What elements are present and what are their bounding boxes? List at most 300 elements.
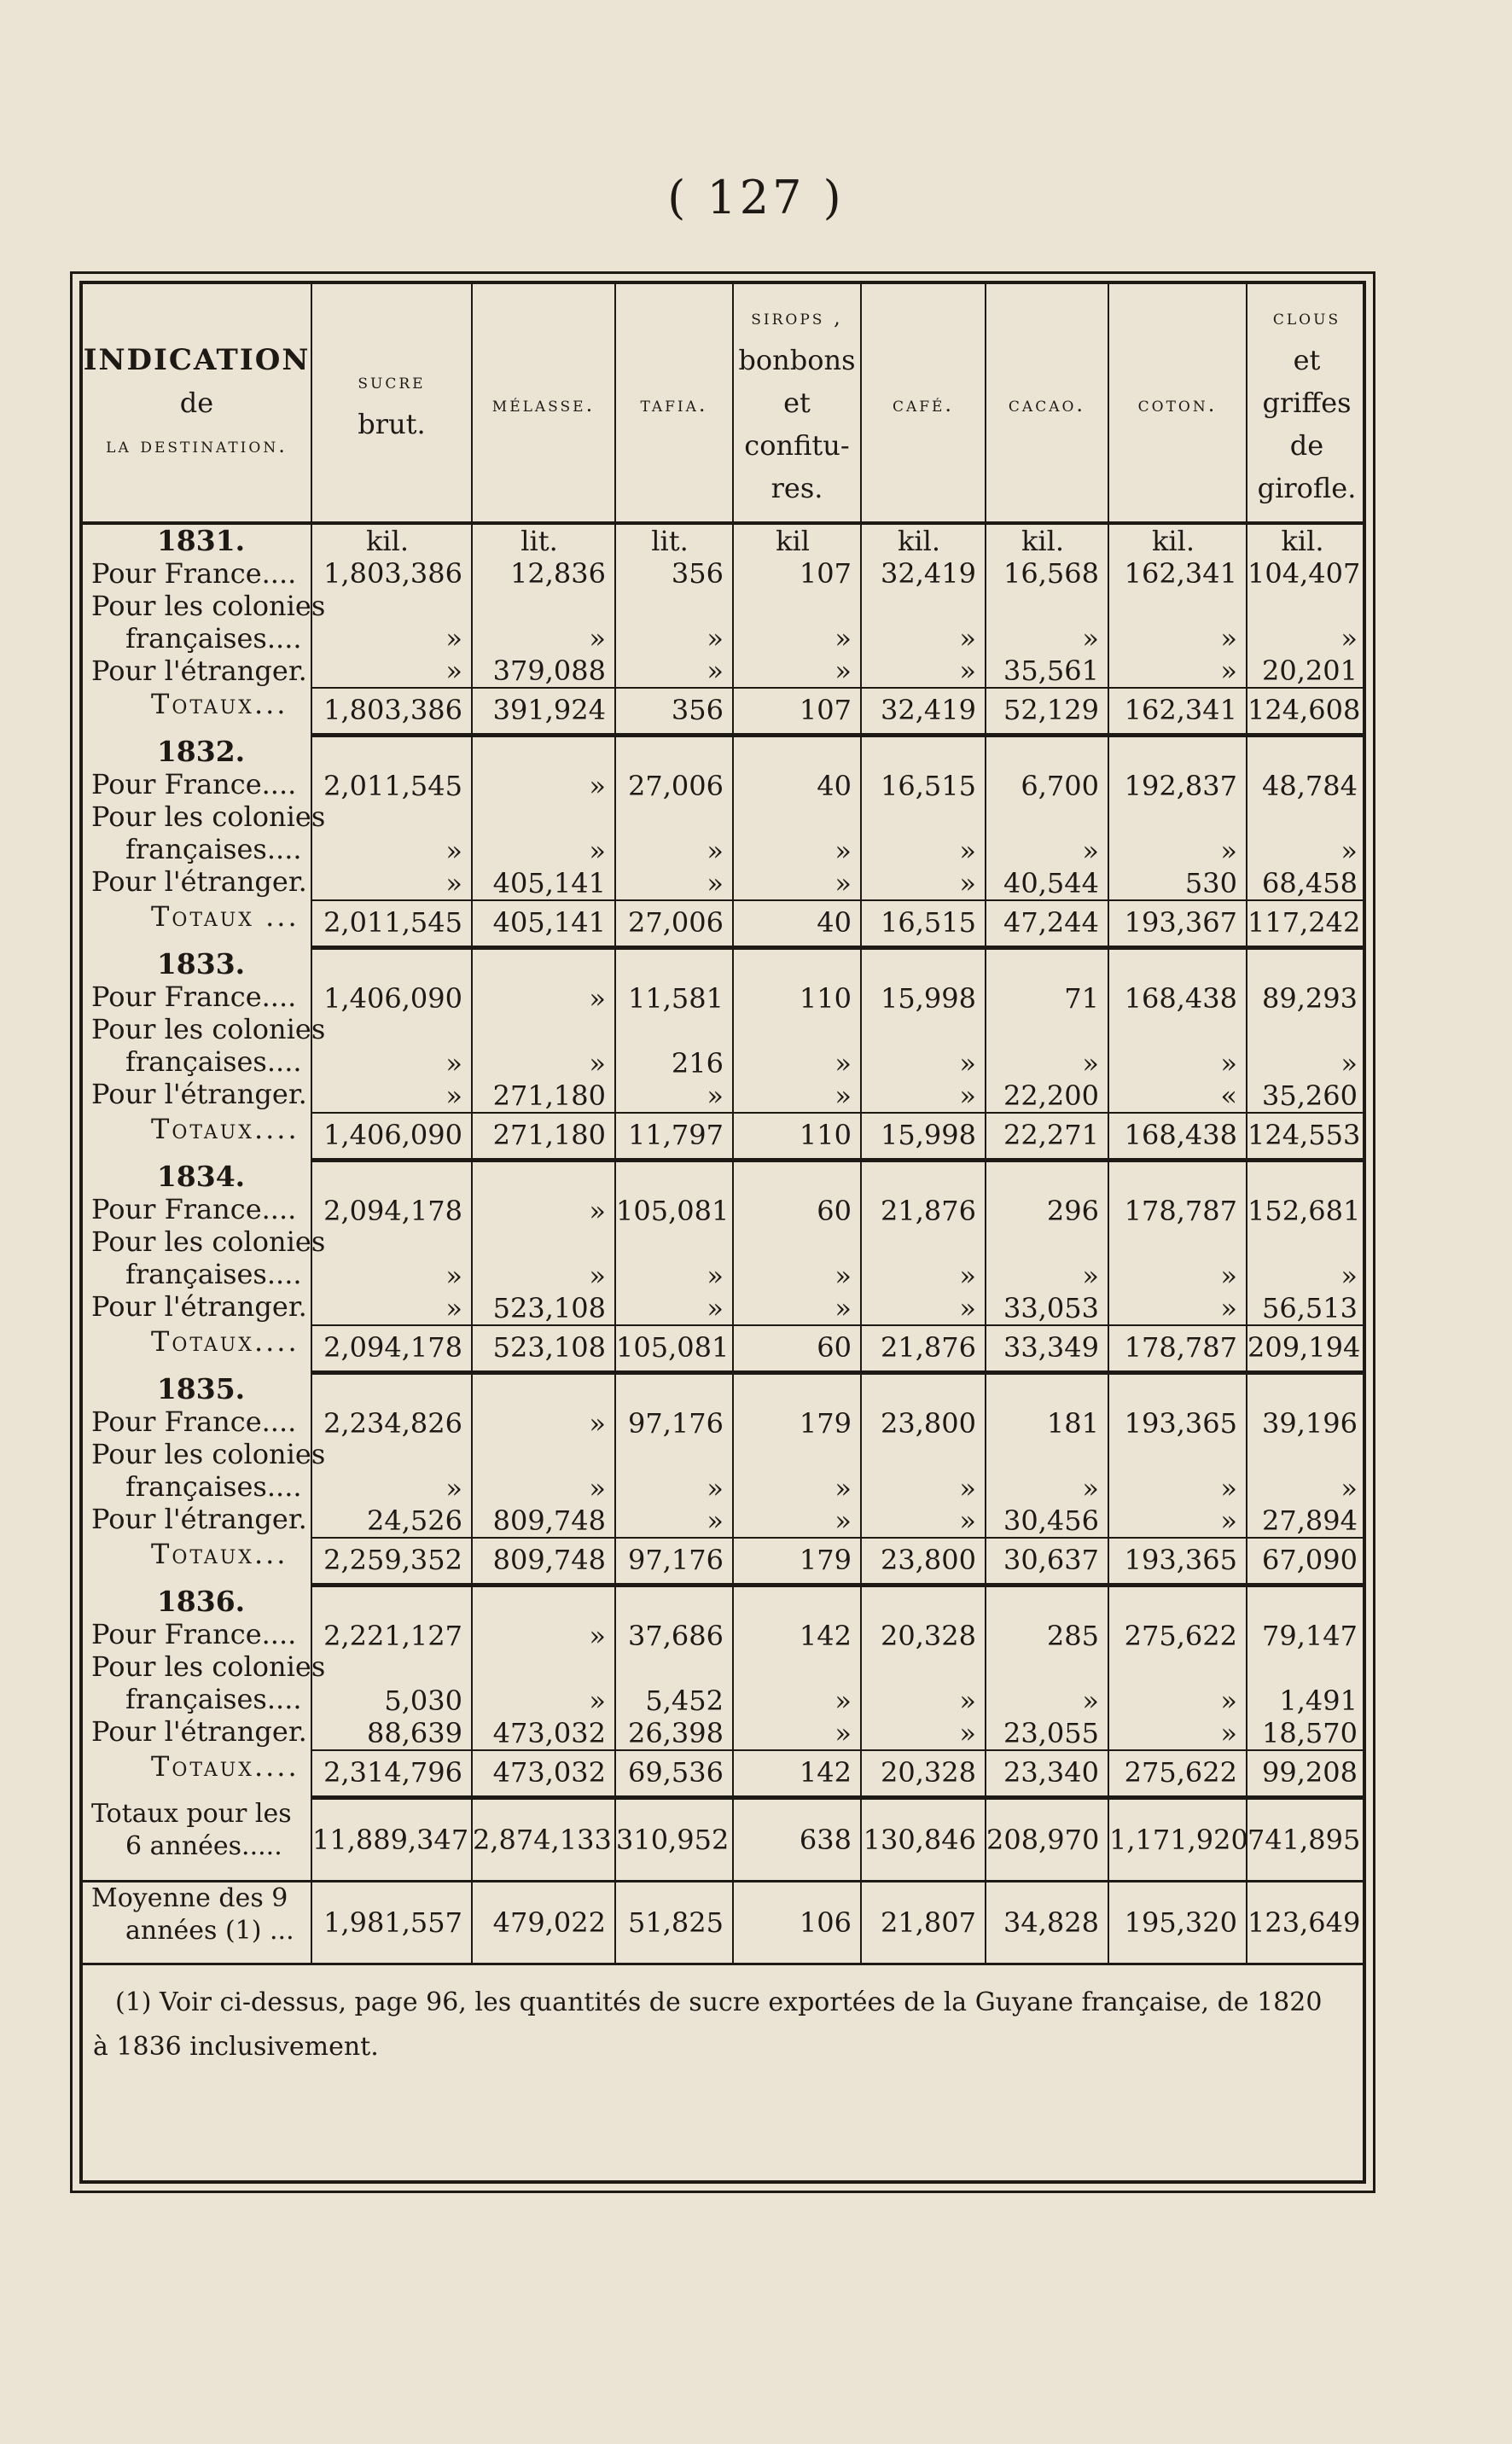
- value-etranger: «: [1220, 1079, 1237, 1112]
- spacer: [734, 802, 852, 835]
- total-cell: 473,032: [472, 1750, 615, 1798]
- average-cell: 106: [733, 1882, 861, 1964]
- spacer: [616, 1440, 724, 1472]
- value-etranger: 27,894: [1262, 1504, 1358, 1537]
- row-label-france: Pour France....: [91, 980, 297, 1013]
- year-label: 1834.: [156, 1159, 246, 1193]
- totals-row: [83, 900, 1366, 948]
- total-cell: 809,748: [472, 1538, 615, 1586]
- unit-label: kil: [776, 525, 810, 557]
- value-colonies: »: [445, 1260, 462, 1292]
- spacer: [616, 590, 724, 622]
- table-frame: [70, 271, 1375, 2193]
- value-colonies: 1,491: [1279, 1685, 1358, 1717]
- value-colonies: »: [1340, 1472, 1358, 1504]
- six-year-total-cell: 638: [733, 1798, 861, 1882]
- total-cell: 124,608: [1247, 688, 1366, 736]
- year-label-cell: [83, 523, 326, 688]
- value-etranger: 88,639: [367, 1717, 462, 1749]
- totals-row: [83, 1750, 1366, 1798]
- spacer: [1247, 802, 1358, 835]
- year-label-cell: [83, 1371, 326, 1539]
- total-cell: 22,271: [986, 1113, 1108, 1161]
- row-label-etranger: Pour l'étranger.: [91, 1502, 307, 1535]
- value-etranger: 271,180: [492, 1079, 606, 1112]
- value-etranger: 405,141: [492, 867, 606, 899]
- value-cell: [311, 948, 472, 1114]
- value-colonies: »: [1340, 1047, 1358, 1079]
- value-france: 181: [1046, 1407, 1099, 1440]
- row-label-france: Pour France....: [91, 1192, 297, 1225]
- value-cell: [986, 1161, 1108, 1326]
- total-cell: 168,438: [1108, 1113, 1247, 1161]
- value-etranger: »: [445, 1292, 462, 1324]
- spacer: [312, 737, 462, 770]
- spacer: [734, 1652, 852, 1685]
- spacer: [986, 1015, 1099, 1047]
- spacer: [616, 802, 724, 835]
- spacer: [862, 1015, 976, 1047]
- value-colonies: »: [445, 1047, 462, 1079]
- value-etranger: 20,201: [1262, 655, 1358, 687]
- value-etranger: 22,200: [1003, 1079, 1099, 1112]
- row-label-colonies-2: françaises....: [125, 832, 302, 865]
- value-france: 6,700: [1021, 770, 1099, 802]
- row-label-colonies-2: françaises....: [125, 1257, 302, 1290]
- spacer: [473, 1227, 606, 1260]
- value-colonies: »: [959, 1047, 976, 1079]
- total-cell: 117,242: [1247, 900, 1366, 948]
- value-france: 39,196: [1262, 1407, 1358, 1440]
- value-cell: [986, 736, 1108, 901]
- value-france: 356: [671, 557, 724, 590]
- spacer: [312, 802, 462, 835]
- row-label-colonies-2: françaises....: [125, 1045, 302, 1078]
- value-etranger: »: [835, 1079, 852, 1112]
- value-etranger: »: [959, 1504, 976, 1537]
- total-cell: 405,141: [472, 900, 615, 948]
- spacer: [862, 802, 976, 835]
- totals-label: Totaux....: [151, 1325, 299, 1358]
- value-france: 168,438: [1124, 982, 1237, 1015]
- value-colonies: »: [959, 1260, 976, 1292]
- average-cell: 479,022: [472, 1882, 615, 1964]
- value-etranger: 40,544: [1003, 867, 1099, 899]
- total-cell: 40: [733, 900, 861, 948]
- total-cell: 67,090: [1247, 1538, 1366, 1586]
- row-label-france: Pour France....: [91, 1617, 297, 1650]
- row-label-colonies: Pour les colonies: [91, 590, 326, 622]
- spacer: [986, 590, 1099, 622]
- spacer: [734, 590, 852, 622]
- export-table: [83, 284, 1366, 2069]
- value-colonies: »: [1082, 1260, 1099, 1292]
- value-etranger: »: [1220, 1717, 1237, 1749]
- totals-label-cell: [83, 900, 311, 948]
- value-colonies: »: [707, 835, 724, 867]
- total-cell: 2,094,178: [311, 1325, 472, 1373]
- value-france: 23,800: [881, 1407, 976, 1440]
- average-label-2: années (1) ...: [125, 1916, 294, 1946]
- value-cell: [1247, 1586, 1366, 1751]
- spacer: [862, 1227, 976, 1260]
- footnote: [83, 1964, 1366, 2070]
- spacer: [312, 1587, 462, 1620]
- total-cell: 97,176: [615, 1538, 733, 1586]
- value-colonies: »: [1220, 622, 1237, 655]
- page-number: ( 127 ): [667, 171, 845, 224]
- totals-row: [83, 1325, 1366, 1373]
- spacer: [986, 802, 1099, 835]
- value-france: 16,568: [1003, 557, 1099, 590]
- totals-label-cell: [83, 1538, 311, 1586]
- total-cell: 99,208: [1247, 1750, 1366, 1798]
- value-colonies: »: [1082, 835, 1099, 867]
- value-cell: [1108, 736, 1247, 901]
- value-colonies: »: [589, 622, 606, 655]
- value-colonies: »: [1220, 1260, 1237, 1292]
- value-france: 178,787: [1124, 1195, 1237, 1227]
- value-france: 107: [799, 557, 852, 590]
- total-cell: 27,006: [615, 900, 733, 948]
- total-cell: 21,876: [861, 1325, 986, 1373]
- value-cell: [733, 1161, 861, 1326]
- spacer: [1247, 737, 1358, 770]
- spacer: [616, 1015, 724, 1047]
- total-cell: 11,797: [615, 1113, 733, 1161]
- value-etranger: »: [1220, 655, 1237, 687]
- value-france: 37,686: [628, 1620, 724, 1652]
- value-france: 15,998: [881, 982, 976, 1015]
- average-label: [83, 1882, 311, 1964]
- value-colonies: 5,452: [645, 1685, 724, 1717]
- spacer: [616, 1652, 724, 1685]
- total-cell: 275,622: [1108, 1750, 1247, 1798]
- spacer: [734, 737, 852, 770]
- total-cell: 193,365: [1108, 1538, 1247, 1586]
- total-cell: 356: [615, 688, 733, 736]
- average-cell: 34,828: [986, 1882, 1108, 1964]
- value-france: 285: [1046, 1620, 1099, 1652]
- header-sucre: sucre brut.: [311, 284, 472, 523]
- spacer: [312, 1440, 462, 1472]
- value-cell: [311, 1586, 472, 1751]
- value-cell: [1247, 1373, 1366, 1539]
- value-colonies: »: [959, 1472, 976, 1504]
- spacer: [312, 1162, 462, 1195]
- value-colonies: »: [1220, 835, 1237, 867]
- value-france: 16,515: [881, 770, 976, 802]
- spacer: [986, 1587, 1099, 1620]
- value-colonies: »: [835, 622, 852, 655]
- value-cell: [615, 948, 733, 1114]
- spacer: [862, 1375, 976, 1407]
- value-cell: [472, 523, 615, 688]
- value-colonies: »: [589, 1047, 606, 1079]
- header-tafia: tafia.: [615, 284, 733, 523]
- spacer: [862, 1162, 976, 1195]
- value-cell: [472, 1373, 615, 1539]
- total-cell: 69,536: [615, 1750, 733, 1798]
- value-france: 48,784: [1262, 770, 1358, 802]
- value-colonies: »: [1340, 1260, 1358, 1292]
- value-etranger: 523,108: [492, 1292, 606, 1324]
- six-year-total-cell: 310,952: [615, 1798, 733, 1882]
- totals-label: Totaux...: [151, 688, 288, 720]
- row-label-colonies: Pour les colonies: [91, 1225, 326, 1258]
- year-block-row: [83, 736, 1366, 901]
- value-etranger: 26,398: [628, 1717, 724, 1749]
- value-cell: [311, 1373, 472, 1539]
- spacer: [862, 1440, 976, 1472]
- spacer: [616, 1375, 724, 1407]
- value-colonies: »: [707, 1472, 724, 1504]
- value-etranger: »: [707, 655, 724, 687]
- totals-label-cell: [83, 688, 311, 736]
- spacer: [312, 1652, 462, 1685]
- value-cell: [861, 736, 986, 901]
- value-etranger: »: [835, 867, 852, 899]
- value-cell: [986, 1586, 1108, 1751]
- spacer: [1109, 590, 1237, 622]
- value-france: 296: [1046, 1195, 1099, 1227]
- six-year-total-cell: 2,874,133: [472, 1798, 615, 1882]
- spacer: [1247, 1652, 1358, 1685]
- value-france: 89,293: [1262, 982, 1358, 1015]
- value-cell: [986, 1373, 1108, 1539]
- total-cell: 178,787: [1108, 1325, 1247, 1373]
- row-label-france: Pour France....: [91, 557, 297, 590]
- year-label: 1832.: [156, 734, 246, 768]
- footnote-row: [83, 1964, 1366, 2070]
- value-cell: [615, 1586, 733, 1751]
- footnote-line-1: (1) Voir ci-dessus, page 96, les quantités de sucre exportées de la Guyane française, de 1820: [115, 1987, 1323, 2017]
- spacer: [1109, 1652, 1237, 1685]
- value-colonies: »: [445, 1472, 462, 1504]
- value-cell: [986, 948, 1108, 1114]
- value-france: 1,406,090: [323, 982, 462, 1015]
- value-france: 27,006: [628, 770, 724, 802]
- total-cell: 16,515: [861, 900, 986, 948]
- value-france: 12,836: [510, 557, 606, 590]
- spacer: [473, 1015, 606, 1047]
- total-cell: 52,129: [986, 688, 1108, 736]
- value-etranger: 35,260: [1262, 1079, 1358, 1112]
- value-colonies: »: [589, 1685, 606, 1717]
- year-label-cell: [83, 734, 326, 901]
- value-etranger: »: [835, 1717, 852, 1749]
- value-etranger: »: [959, 1292, 976, 1324]
- header-row: [83, 284, 1366, 523]
- total-cell: 2,259,352: [311, 1538, 472, 1586]
- value-colonies: »: [835, 835, 852, 867]
- value-cell: [861, 1161, 986, 1326]
- spacer: [986, 1440, 1099, 1472]
- total-cell: 1,803,386: [311, 688, 472, 736]
- value-etranger: 473,032: [492, 1717, 606, 1749]
- unit-label: kil.: [365, 525, 410, 557]
- value-france: 110: [799, 982, 852, 1015]
- value-france: 2,234,826: [323, 1407, 462, 1440]
- value-cell: [472, 736, 615, 901]
- spacer: [1109, 1015, 1237, 1047]
- total-cell: 23,800: [861, 1538, 986, 1586]
- spacer: [862, 590, 976, 622]
- spacer: [1247, 1587, 1358, 1620]
- value-colonies: »: [1082, 1047, 1099, 1079]
- totals-row: [83, 1113, 1366, 1161]
- value-cell: [1247, 948, 1366, 1114]
- spacer: [862, 950, 976, 982]
- spacer: [312, 590, 462, 622]
- footnote-line-2: à 1836 inclusivement.: [93, 2032, 379, 2062]
- value-cell: [1108, 1161, 1247, 1326]
- spacer: [616, 1227, 724, 1260]
- spacer: [986, 1375, 1099, 1407]
- spacer: [473, 1162, 606, 1195]
- total-cell: 32,419: [861, 688, 986, 736]
- value-etranger: »: [445, 655, 462, 687]
- spacer: [616, 737, 724, 770]
- row-label-etranger: Pour l'étranger.: [91, 1289, 307, 1323]
- row-label-etranger: Pour l'étranger.: [91, 1714, 307, 1748]
- value-colonies: »: [959, 1685, 976, 1717]
- year-label: 1835.: [156, 1371, 246, 1405]
- value-cell: [615, 1161, 733, 1326]
- value-colonies: »: [445, 622, 462, 655]
- spacer: [1109, 1587, 1237, 1620]
- value-france: 71: [1064, 982, 1099, 1015]
- row-label-etranger: Pour l'étranger.: [91, 864, 307, 898]
- spacer: [1109, 802, 1237, 835]
- average-cell: 195,320: [1108, 1882, 1247, 1964]
- year-block-row: [83, 523, 1366, 688]
- totals-label: Totaux....: [151, 1750, 299, 1783]
- unit-label: lit.: [520, 525, 558, 557]
- total-cell: 47,244: [986, 900, 1108, 948]
- total-cell: 2,011,545: [311, 900, 472, 948]
- spacer: [734, 950, 852, 982]
- value-colonies: »: [835, 1685, 852, 1717]
- value-colonies: »: [589, 1260, 606, 1292]
- unit-label: kil.: [1021, 525, 1065, 557]
- totals-row: [83, 688, 1366, 736]
- average-cell: 1,981,557: [311, 1882, 472, 1964]
- value-cell: [986, 523, 1108, 688]
- value-etranger: »: [707, 867, 724, 899]
- value-cell: [861, 1586, 986, 1751]
- totals-row: [83, 1538, 1366, 1586]
- spacer: [1247, 950, 1358, 982]
- spacer: [734, 1375, 852, 1407]
- value-cell: [1108, 523, 1247, 688]
- average-cell: 21,807: [861, 1882, 986, 1964]
- value-colonies: »: [707, 622, 724, 655]
- spacer: [862, 1587, 976, 1620]
- value-etranger: »: [1220, 1292, 1237, 1324]
- value-cell: [1247, 736, 1366, 901]
- value-colonies: »: [1220, 1047, 1237, 1079]
- value-colonies: »: [835, 1047, 852, 1079]
- value-cell: [472, 948, 615, 1114]
- value-france: 32,419: [881, 557, 976, 590]
- total-cell: 33,349: [986, 1325, 1108, 1373]
- value-france: 179: [799, 1407, 852, 1440]
- value-colonies: »: [835, 1472, 852, 1504]
- value-etranger: »: [445, 1079, 462, 1112]
- total-cell: 179: [733, 1538, 861, 1586]
- average-cell: 51,825: [615, 1882, 733, 1964]
- spacer: [473, 1652, 606, 1685]
- value-france: 11,581: [628, 982, 724, 1015]
- value-colonies: »: [959, 835, 976, 867]
- value-france: 192,837: [1124, 770, 1237, 802]
- unit-label: lit.: [651, 525, 689, 557]
- spacer: [1247, 590, 1358, 622]
- value-etranger: »: [959, 867, 976, 899]
- spacer: [1247, 1162, 1358, 1195]
- spacer: [616, 1162, 724, 1195]
- six-year-total-cell: 1,171,920: [1108, 1798, 1247, 1882]
- value-france: 1,803,386: [323, 557, 462, 590]
- value-cell: [615, 736, 733, 901]
- spacer: [1109, 1227, 1237, 1260]
- year-label-cell: [83, 946, 326, 1114]
- six-year-total-cell: 130,846: [861, 1798, 986, 1882]
- value-etranger: 35,561: [1003, 655, 1099, 687]
- value-etranger: 809,748: [492, 1504, 606, 1537]
- year-label: 1836.: [156, 1584, 246, 1618]
- value-colonies: »: [959, 622, 976, 655]
- spacer: [986, 950, 1099, 982]
- header-cacao: cacao.: [986, 284, 1108, 523]
- value-france: 152,681: [1247, 1195, 1361, 1227]
- value-cell: [1108, 1373, 1247, 1539]
- spacer: [473, 950, 606, 982]
- header-melasse: mélasse.: [472, 284, 615, 523]
- unit-label: kil.: [897, 525, 941, 557]
- average-label-1: Moyenne des 9: [91, 1883, 288, 1913]
- value-cell: [861, 948, 986, 1114]
- value-etranger: »: [707, 1079, 724, 1112]
- spacer: [1247, 1440, 1358, 1472]
- header-destination: INDICATION de la destination.: [83, 284, 311, 523]
- total-cell: 2,314,796: [311, 1750, 472, 1798]
- value-france: 21,876: [881, 1195, 976, 1227]
- total-cell: 105,081: [615, 1325, 733, 1373]
- value-france: 79,147: [1262, 1620, 1358, 1652]
- total-cell: 1,406,090: [311, 1113, 472, 1161]
- spacer: [862, 1652, 976, 1685]
- value-colonies: »: [707, 1260, 724, 1292]
- value-cell: [733, 1586, 861, 1751]
- value-france: »: [589, 1407, 606, 1440]
- spacer: [473, 802, 606, 835]
- value-etranger: »: [959, 1079, 976, 1112]
- value-france: 20,328: [881, 1620, 976, 1652]
- value-cell: [472, 1161, 615, 1326]
- row-label-colonies: Pour les colonies: [91, 1437, 326, 1470]
- value-cell: [1247, 1161, 1366, 1326]
- six-year-total-cell: 11,889,347: [311, 1798, 472, 1882]
- value-cell: [472, 1586, 615, 1751]
- value-cell: [733, 736, 861, 901]
- value-etranger: »: [835, 1292, 852, 1324]
- value-cell: [1247, 523, 1366, 688]
- value-cell: [861, 523, 986, 688]
- total-cell: 193,367: [1108, 900, 1247, 948]
- value-etranger: 56,513: [1262, 1292, 1358, 1324]
